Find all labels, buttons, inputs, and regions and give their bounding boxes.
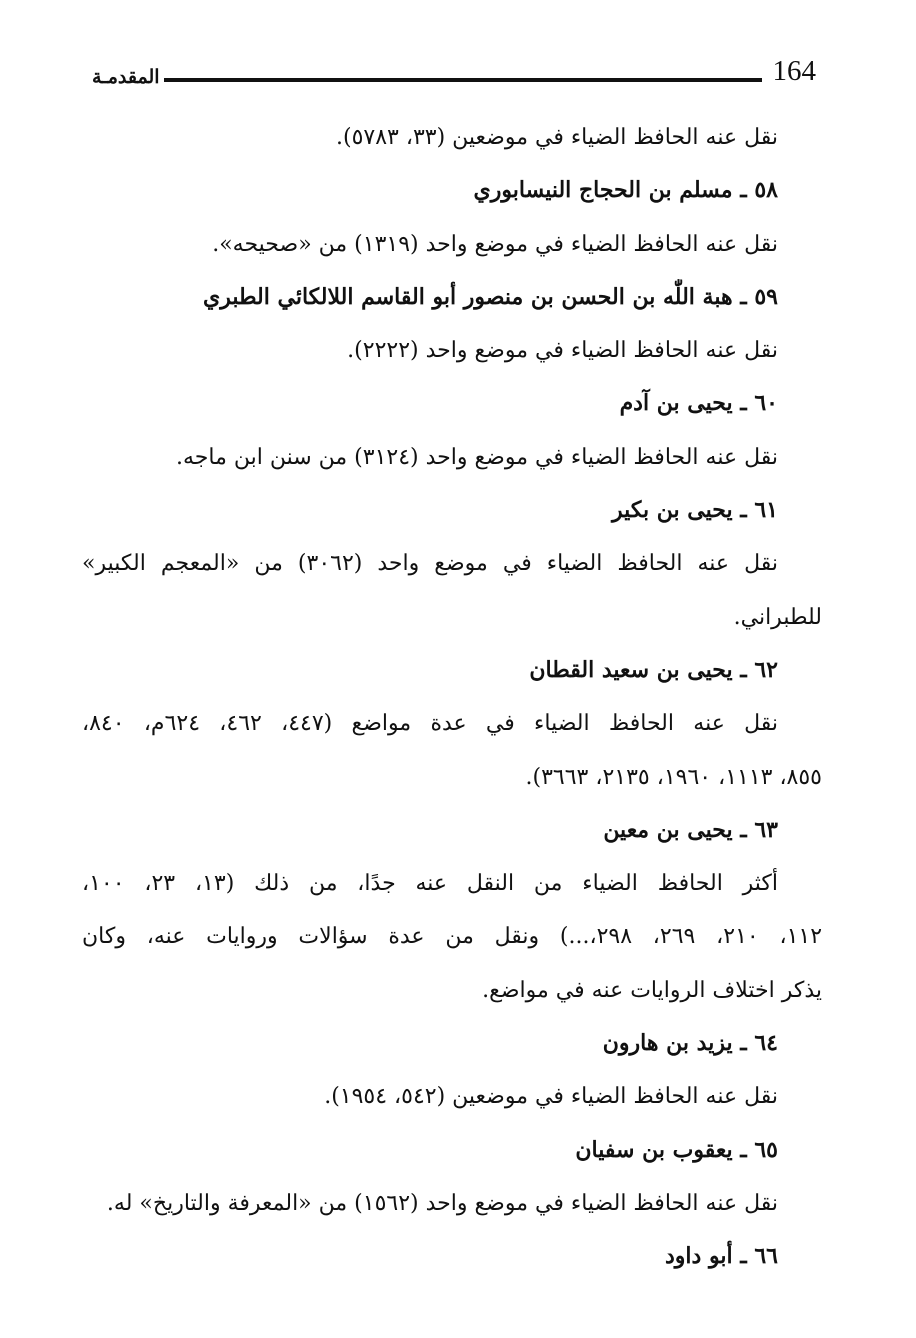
entry-heading: ٥٩ ـ هبة اللّٰه بن الحسن بن منصور أبو القاسم اللالكائي الطبري [202, 283, 778, 310]
header-rule [164, 78, 762, 82]
entry-heading: ٦٤ ـ يزيد بن هارون [602, 1030, 778, 1057]
text-line: نقل عنه الحافظ الضياء في عدة مواضع (٤٤٧، ٤٦٢، ٦٢٤م، ٨٤٠، [82, 711, 778, 737]
entry-heading: ٥٨ ـ مسلم بن الحجاج النيسابوري [473, 177, 778, 204]
text-line: ١١٢، ٢١٠، ٢٦٩، ٢٩٨،...) ونقل من عدة سؤالات وروايات عنه، وكان [82, 924, 822, 950]
entry-heading: ٦٣ ـ يحيى بن معين [603, 816, 778, 843]
text-line: نقل عنه الحافظ الضياء في موضع واحد (٣٠٦٢) من «المعجم الكبير» [82, 551, 778, 577]
text-line: نقل عنه الحافظ الضياء في موضع واحد (٣١٢٤) من سنن ابن ماجه. [175, 444, 778, 470]
text-line: للطبراني. [733, 604, 822, 630]
entry-heading: ٦٢ ـ يحيى بن سعيد القطان [529, 656, 778, 683]
entry-heading: ٦٠ ـ يحيى بن آدم [619, 390, 778, 417]
entry-heading: ٦٦ ـ أبو داود [665, 1243, 778, 1270]
text-line: نقل عنه الحافظ الضياء في موضعين (٣٣، ٥٧٨٣). [336, 125, 778, 150]
text-line: نقل عنه الحافظ الضياء في موضعين (٥٤٢، ١٩٥٤). [324, 1084, 778, 1110]
text-line: نقل عنه الحافظ الضياء في موضع واحد (١٥٦٢) من «المعرفة والتاريخ» له. [106, 1190, 778, 1216]
text-line: نقل عنه الحافظ الضياء في موضع واحد (١٣١٩) من «صحيحه». [212, 231, 778, 257]
running-title: المقدمـة [92, 66, 160, 88]
entry-heading: ٦١ ـ يحيى بن بكير [612, 497, 778, 524]
page-number: 164 [772, 55, 816, 87]
text-line: أكثر الحافظ الضياء من النقل عنه جدًا، من ذلك (١٣، ٢٣، ١٠٠، [82, 871, 778, 897]
body-text [82, 111, 822, 1284]
text-line: ٨٥٥، ١١١٣، ١٩٦٠، ٢١٣٥، ٣٦٦٣). [525, 764, 822, 790]
entry-heading: ٦٥ ـ يعقوب بن سفيان [575, 1136, 778, 1163]
text-line: يذكر اختلاف الروايات عنه في مواضع. [482, 977, 822, 1003]
page-header [92, 54, 822, 94]
text-line: نقل عنه الحافظ الضياء في موضع واحد (٢٢٢٢). [347, 338, 778, 364]
